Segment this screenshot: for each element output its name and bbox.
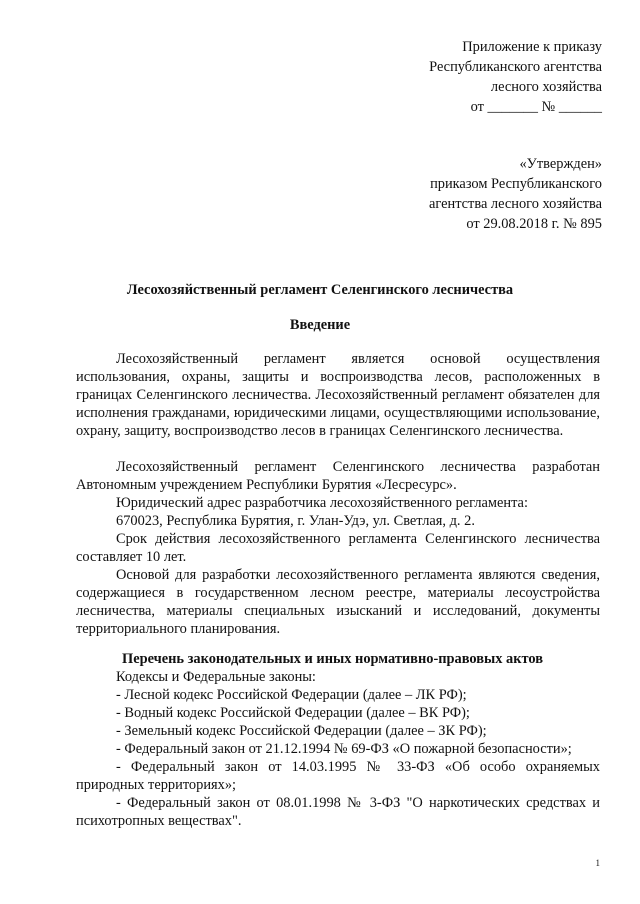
approval-line: приказом Республиканского	[430, 176, 602, 192]
paragraph: Основой для разработки лесохозяйственного регламента являются сведения, содержащиеся в государственном лесном реестре, материалы лесоустройства лесничества, материалы специальных изысканий и исследований, документы территориального планирования.	[76, 567, 600, 637]
approval-line: агентства лесного хозяйства	[429, 196, 602, 212]
header-line: Приложение к приказу	[462, 39, 602, 55]
act-item: - Федеральный закон от 14.03.1995 № 33-ФЗ «Об особо охраняемых природных территориях»;	[76, 759, 600, 793]
header-line: лесного хозяйства	[490, 79, 602, 95]
page-number: 1	[595, 858, 600, 868]
paragraph: Лесохозяйственный регламент является основой осуществления использования, охраны, защиты и воспроизводства лесов, расположенных в границах Селенгинского лесничества. Лесохозяйственный регламент обязателен для исполнения гражданами, юридическими лицами, осуществляющими использование, охрану, защиту, воспроизводство лесов в границах Селенгинского лесничества.	[76, 351, 600, 439]
act-item: - Федеральный закон от 21.12.1994 № 69-ФЗ «О пожарной безопасности»;	[116, 741, 572, 757]
act-item: - Земельный кодекс Российской Федерации (далее – ЗК РФ);	[116, 723, 487, 739]
act-item: - Водный кодекс Российской Федерации (далее – ВК РФ);	[116, 705, 470, 721]
paragraph: Срок действия лесохозяйственного регламента Селенгинского лесничества составляет 10 лет.	[76, 531, 600, 565]
approval-line: от 29.08.2018 г. № 895	[466, 216, 602, 232]
paragraph: 670023, Республика Бурятия, г. Улан-Удэ, ул. Светлая, д. 2.	[116, 513, 475, 529]
header-line: от _______ № ______	[470, 99, 602, 115]
paragraph: Юридический адрес разработчика лесохозяйственного регламента:	[116, 495, 528, 511]
section-heading-intro: Введение	[289, 317, 351, 333]
acts-intro: Кодексы и Федеральные законы:	[116, 669, 316, 685]
header-line: Республиканского агентства	[429, 59, 602, 75]
act-item: - Лесной кодекс Российской Федерации (далее – ЛК РФ);	[116, 687, 467, 703]
paragraph: Лесохозяйственный регламент Селенгинского лесничества разработан Автономным учреждением Республики Бурятия «Лесресурс».	[76, 459, 600, 493]
approval-line: «Утвержден»	[519, 156, 602, 172]
act-item: - Федеральный закон от 08.01.1998 № 3-ФЗ "О наркотических средствах и психотропных веществах".	[76, 795, 600, 829]
document-title: Лесохозяйственный регламент Селенгинского лесничества	[126, 282, 514, 298]
section-heading-acts: Перечень законодательных и иных нормативно-правовых актов	[122, 651, 544, 667]
